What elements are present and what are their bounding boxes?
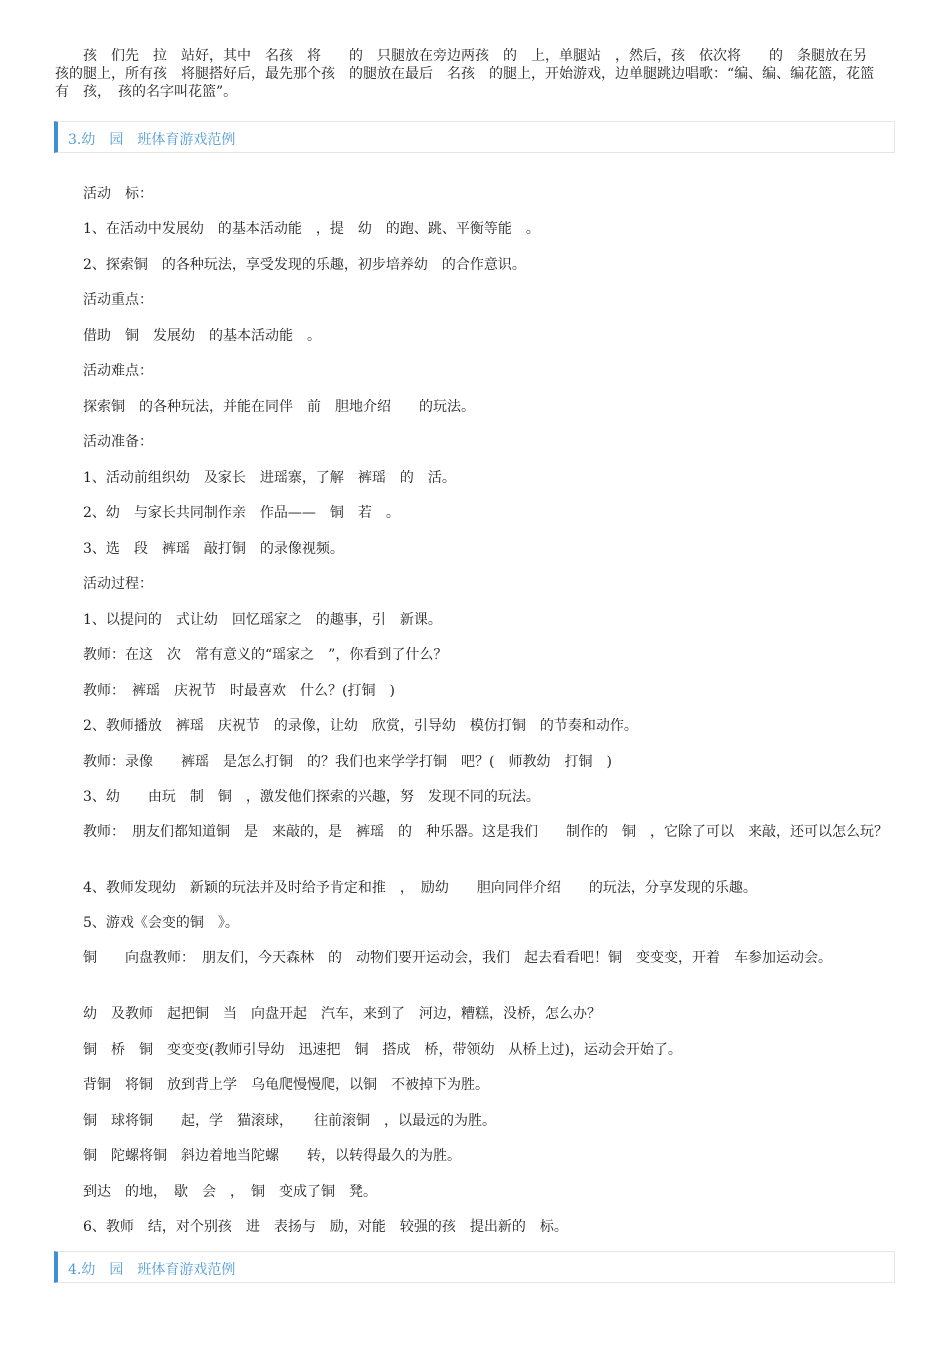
paragraph: 1、在活动中发展幼 的基本活动能 ，提 幼 的跑、跳、平衡等能 。 xyxy=(83,221,540,237)
paragraph: 幼 及教师 起把铜 当 向盘开起 汽车，来到了 河边，糟糕，没桥，怎么办？ xyxy=(83,1006,601,1022)
paragraph: 3、幼 由玩 制 铜 ，激发他们探索的兴趣，努 发现不同的玩法。 xyxy=(83,789,540,805)
section-header-4 xyxy=(54,1251,895,1283)
paragraph: 铜 球将铜 起，学 猫滚球， 往前滚铜 ，以最远的为胜。 xyxy=(83,1113,496,1129)
paragraph: 4、教师发现幼 新颖的玩法并及时给予肯定和推 ， 励幼 胆向同伴介绍 的玩法，分享发现的乐趣。 xyxy=(83,880,757,896)
paragraph: 铜 陀螺将铜 斜边着地当陀螺 转，以转得最久的为胜。 xyxy=(83,1148,461,1164)
paragraph: 5、游戏《会变的铜 》。 xyxy=(83,915,239,931)
paragraph: 铜 桥 铜 变变变(教师引导幼 迅速把 铜 搭成 桥，带领幼 从桥上过)，运动会开始了。 xyxy=(83,1042,682,1058)
paragraph: 2、教师播放 裤瑶 庆祝节 的录像，让幼 欣赏，引导幼 模仿打铜 的节奏和动作。 xyxy=(83,718,638,734)
section-title: 3.幼 园 班体育游戏范例 xyxy=(68,132,236,148)
paragraph: 6、教师 结，对个别孩 进 表扬与 励，对能 较强的孩 提出新的 标。 xyxy=(83,1219,568,1235)
paragraph: 3、选 段 裤瑶 敲打铜 的录像视频。 xyxy=(83,541,344,557)
paragraph: 2、探索铜 的各种玩法，享受发现的乐趣，初步培养幼 的合作意识。 xyxy=(83,257,526,273)
paragraph: 活动难点： xyxy=(83,363,153,379)
paragraph: 教师： 朋友们都知道铜 是 来敲的，是 裤瑶 的 种乐器。这是我们 制作的 铜 ，它除了可以 来敲，还可以怎么玩？ xyxy=(83,824,888,840)
paragraph: 教师：录像 裤瑶 是怎么打铜 的？我们也来学学打铜 吧？( 师教幼 打铜 ) xyxy=(83,754,612,770)
paragraph: 1、活动前组织幼 及家长 进瑶寨，了解 裤瑶 的 活。 xyxy=(83,470,456,486)
paragraph: 借助 铜 发展幼 的基本活动能 。 xyxy=(83,328,321,344)
paragraph: 教师： 裤瑶 庆祝节 时最喜欢 什么？(打铜 ) xyxy=(83,683,395,699)
paragraph: 活动过程： xyxy=(83,576,153,592)
paragraph: 1、以提问的 式让幼 回忆瑶家之 的趣事，引 新课。 xyxy=(83,612,442,628)
paragraph: 活动 标： xyxy=(83,186,153,202)
paragraph: 探索铜 的各种玩法，并能在同伴 前 胆地介绍 的玩法。 xyxy=(83,399,475,415)
section-title: 4.幼 园 班体育游戏范例 xyxy=(68,1262,236,1278)
section-header-3 xyxy=(54,121,895,153)
paragraph: 到达 的地， 歇 会 ， 铜 变成了铜 凳。 xyxy=(83,1184,377,1200)
paragraph: 背铜 将铜 放到背上学 乌龟爬慢慢爬，以铜 不被掉下为胜。 xyxy=(83,1077,489,1093)
paragraph: 教师：在这 次 常有意义的“瑶家之 ”，你看到了什么？ xyxy=(83,647,448,663)
paragraph: 2、幼 与家长共同制作亲 作品—— 铜 若 。 xyxy=(83,505,400,521)
paragraph: 铜 向盘教师： 朋友们，今天森林 的 动物们要开运动会，我们 起去看看吧！铜 变变变，开着 车参加运动会。 xyxy=(83,950,832,966)
paragraph: 活动重点： xyxy=(83,292,153,308)
intro-paragraph: 孩 们先 拉 站好，其中 名孩 将 的 只腿放在旁边两孩 的 上，单腿站 ，然后，孩 依次将 的 条腿放在另 孩的腿上，所有孩 将腿搭好后，最先那个孩 的腿放在最后 名孩 的腿上，开始游戏，边单腿跳边唱歌：“编、编、编花篮，花篮 有 孩， 孩的名字叫花篮”。 xyxy=(55,48,903,100)
paragraph: 活动准备： xyxy=(83,434,153,450)
